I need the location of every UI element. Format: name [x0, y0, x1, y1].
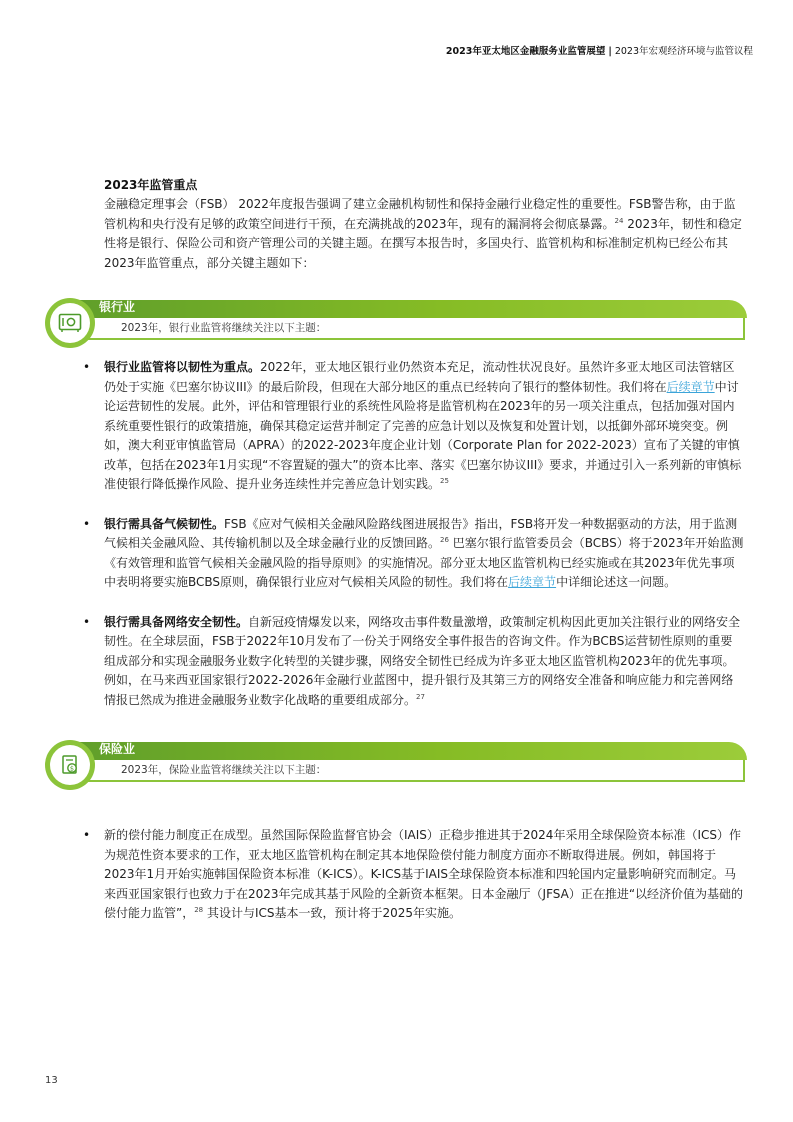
item-heading: 银行需具备气候韧性。 [104, 516, 225, 531]
intro-section [104, 176, 744, 273]
footnote-ref[interactable]: 27 [416, 692, 425, 701]
later-section-link[interactable]: 后续章节 [666, 379, 715, 394]
insurance-document-icon [59, 754, 81, 776]
banking-title: 银行业 [99, 300, 136, 314]
item-text: 巴塞尔银行监管委员会（BCBS）将于2023年开始监测《有效管理和监管气候相关金融风险的指导原则》的实施情况。部分亚太地区监管机构已经实施或在其2023年优先事项中表明将要实施BCBS原则，确保银行业应对气候相关风险的韧性。我们将在 [104, 536, 744, 589]
banking-subtitle: 2023年，银行业监管将继续关注以下主题： [121, 322, 327, 334]
list-item [83, 613, 744, 711]
insurance-icon-holder [50, 745, 90, 785]
header-report-title: 2023年亚太地区金融服务业监管展望 [445, 46, 606, 57]
list-item [83, 826, 744, 924]
bullet-dot: • [83, 614, 91, 629]
header-separator: | [608, 46, 612, 57]
insurance-title: 保险业 [99, 742, 136, 756]
item-text: 新的偿付能力制度正在成型。虽然国际保险监督官协会（IAIS）正稳步推进其于2024年采用全球保险资本标准（ICS）作为规范性资本要求的工作，亚太地区监管机构在制定其本地保险偿付能力制度方面亦不断取得进展。例如，韩国将于2023年1月开始实施韩国保险资本标准（K-ICS）。K-ICS基于IAIS全球保险资本标准和四轮国内定量影响研究而制定。马来西亚国家银行也致力于在2023年完成其基于风险的全新资本框架。日本金融厅（JFSA）正在推进“以经济价值为基础的偿付能力监管”， [104, 828, 744, 920]
insurance-topic-list [83, 826, 744, 924]
list-item [83, 515, 744, 593]
insurance-icon-circle [45, 740, 95, 790]
band-border-bottom [69, 780, 745, 782]
banking-title-bar [69, 300, 747, 318]
svg-text:$: $ [69, 764, 75, 773]
band-border-right [743, 318, 745, 339]
insurance-title-bar [69, 742, 747, 760]
intro-paragraph [104, 195, 744, 273]
item-text: 中详细论述这一问题。 [556, 575, 677, 589]
footnote-ref[interactable]: 26 [440, 536, 449, 544]
footnote-ref[interactable]: 28 [194, 906, 204, 914]
band-border-right [743, 760, 745, 781]
bullet-dot: • [83, 828, 91, 842]
intro-text-2: 2023年，韧性和稳定性将是银行、保险公司和资产管理公司的关键主题。在撰写本报告时，多国央行、监管机构和标准制定机构已经公布其2023年监管重点，部分关键主题如下： [104, 216, 742, 270]
item-heading: 银行需具备网络安全韧性。 [104, 614, 249, 629]
banking-topic-list [83, 358, 744, 710]
insurance-subtitle: 2023年，保险业监管将继续关注以下主题： [121, 764, 327, 776]
page-number: 13 [45, 1075, 58, 1086]
insurance-section-band [45, 740, 750, 794]
intro-title: 2023年监管重点 [104, 178, 198, 192]
header-section-title: 2023年宏观经济环境与监管议程 [614, 46, 753, 57]
bullet-dot: • [83, 516, 91, 531]
list-item [83, 358, 744, 495]
item-heading: 银行业监管将以韧性为重点。 [104, 360, 261, 374]
banking-icon-circle [45, 298, 95, 348]
bullet-dot: • [83, 360, 91, 374]
safe-icon [58, 313, 82, 333]
item-text: 2022年，亚太地区银行业仍然资本充足，流动性状况良好。虽然许多亚太地区司法管辖区仍处于实施《巴塞尔协议III》的最后阶段，但现在大部分地区的重点已经转向了银行的整体韧性。我们将在 [104, 360, 735, 394]
banking-section-band [45, 298, 750, 352]
banking-icon-holder [50, 303, 90, 343]
footnote-ref[interactable]: 24 [614, 216, 624, 225]
item-text: 其设计与ICS基本一致，预计将于2025年实施。 [203, 906, 462, 920]
item-text: 中讨论运营韧性的发展。此外，评估和管理银行业的系统性风险将是监管机构在2023年的另一项关注重点，包括加强对国内系统重要性银行的政策措施，确保其稳定运营并制定了完善的应急计划以及恢复和处置计划，以抵御外部环境突变。例如，澳大利亚审慎监管局（APRA）的2022-2023年度企业计划（Corporate Plan for 2022-2023）宣布了关键的审慎改革，包括在2023年1月实现“不容置疑的强大”的资本比率、落实《巴塞尔协议III》要求，并通过引入一系列新的审慎标准使银行降低操作风险、提升业务连续性并完善应急计划实践。 [104, 379, 742, 491]
intro-text-1: 金融稳定理事会（FSB） 2022年度报告强调了建立金融机构韧性和保持金融行业稳定性的重要性。FSB警告称，由于监管机构和央行没有足够的政策空间进行干预，在充满挑战的2023年，现有的漏洞将会彻底暴露。 [104, 197, 736, 231]
running-header [446, 43, 753, 57]
band-border-bottom [69, 338, 745, 340]
item-text: 自新冠疫情爆发以来，网络攻击事件数量激增，政策制定机构因此更加关注银行业的网络安全韧性。在全球层面，FSB于2022年10月发布了一份关于网络安全事件报告的咨询文件。作为BCBS运营韧性原则的重要组成部分和实现金融服务业数字化转型的关键步骤，网络安全韧性已经成为许多亚太地区监管机构2023年的优先事项。例如，在马来西亚国家银行2022-2026年金融行业蓝图中，提升银行及其第三方的网络安全准备和响应能力和完善网络情报已然成为推进金融服务业数字化战略的重要组成部分。 [104, 614, 741, 707]
item-text: FSB《应对气候相关金融风险路线图进展报告》指出，FSB将开发一种数据驱动的方法，用于监测气候相关金融风险、其传输机制以及全球金融行业的反馈回路。 [104, 516, 738, 550]
later-section-link[interactable]: 后续章节 [508, 575, 557, 589]
footnote-ref[interactable]: 25 [440, 477, 449, 485]
